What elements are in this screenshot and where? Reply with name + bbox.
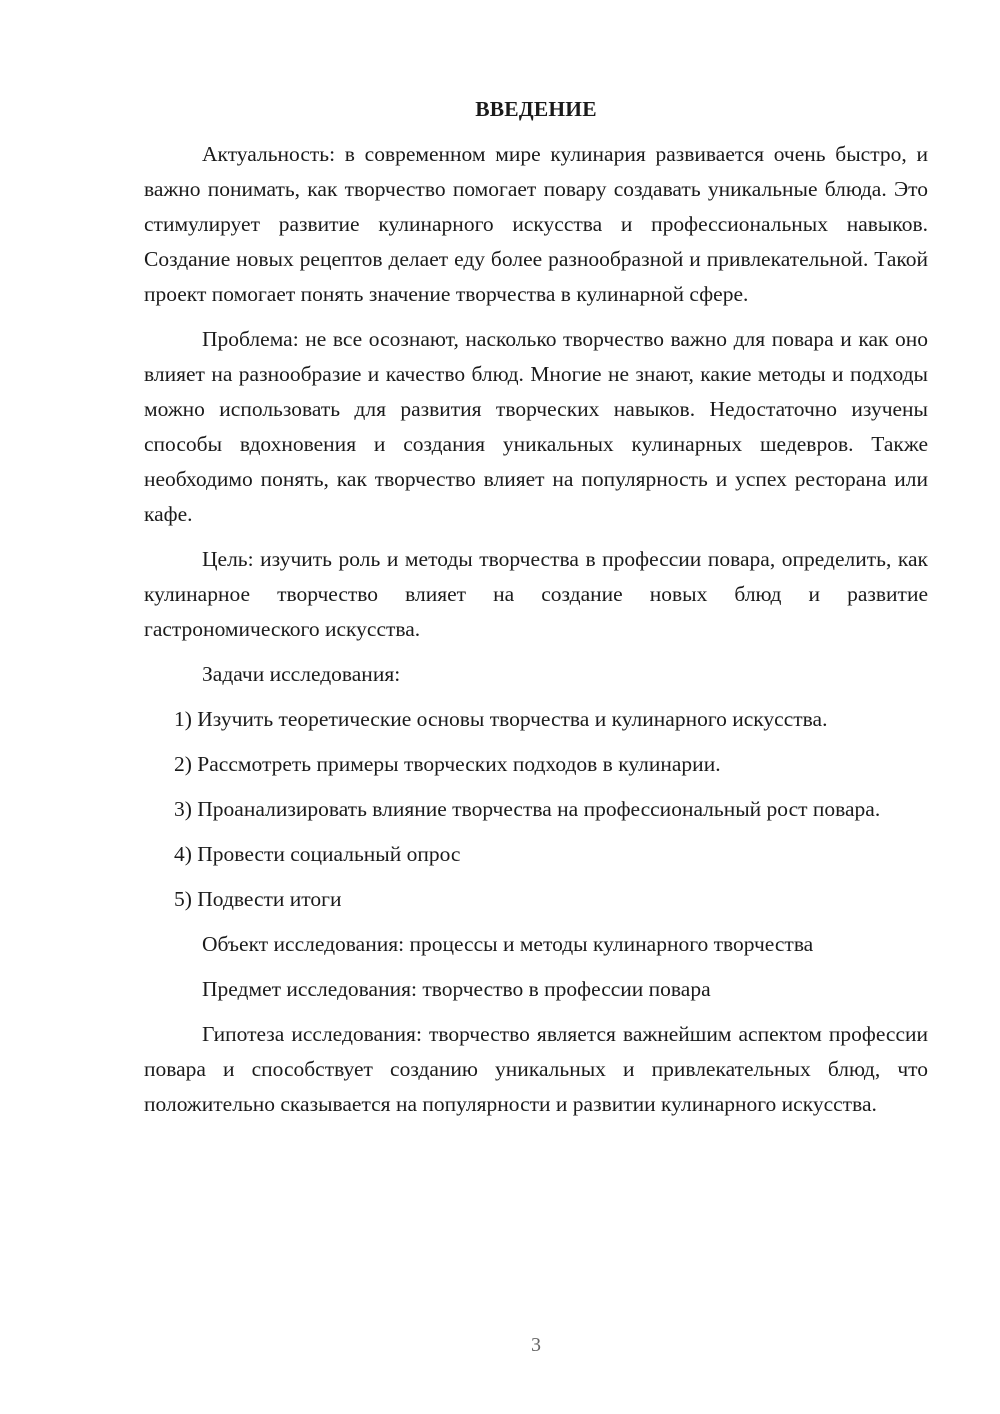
object-paragraph: Объект исследования: процессы и методы кулинарного творчества (202, 932, 814, 956)
task-item-3: 3) Проанализировать влияние творчества на профессиональный рост повара. (174, 797, 881, 821)
relevance-paragraph: Актуальность: в современном мире кулинария развивается очень быстро, и важно понимать, как творчество помогает повару создавать уникальные блюда. Это стимулирует развитие кулинарного искусства и профессиональных навыков. Создание новых рецептов делает еду более разнообразной и привлекательной. Такой проект помогает понять значение творчества в кулинарной сфере. (144, 142, 928, 306)
task-item-2: 2) Рассмотреть примеры творческих подходов в кулинарии. (174, 752, 721, 776)
goal-paragraph: Цель: изучить роль и методы творчества в профессии повара, определить, как кулинарное творчество влияет на создание новых блюд и развитие гастрономического искусства. (144, 547, 928, 641)
subject-paragraph: Предмет исследования: творчество в профессии повара (202, 977, 711, 1001)
tasks-heading: Задачи исследования: (202, 662, 401, 686)
problem-paragraph: Проблема: не все осознают, насколько творчество важно для повара и как оно влияет на разнообразие и качество блюд. Многие не знают, какие методы и подходы можно использовать для развития творческих навыков. Недостаточно изучены способы вдохновения и создания уникальных кулинарных шедевров. Также необходимо понять, как творчество влияет на популярность и успех ресторана или кафе. (144, 327, 928, 526)
task-item-4: 4) Провести социальный опрос (174, 842, 461, 866)
document-page (144, 92, 928, 1132)
page-number: 3 (531, 1334, 541, 1356)
task-item-5: 5) Подвести итоги (174, 887, 342, 911)
task-item-1: 1) Изучить теоретические основы творчества и кулинарного искусства. (174, 707, 828, 731)
section-title: ВВЕДЕНИЕ (475, 97, 597, 121)
hypothesis-paragraph: Гипотеза исследования: творчество является важнейшим аспектом профессии повара и способствует созданию уникальных и привлекательных блюд, что положительно сказывается на популярности и развитии кулинарного искусства. (144, 1022, 928, 1116)
